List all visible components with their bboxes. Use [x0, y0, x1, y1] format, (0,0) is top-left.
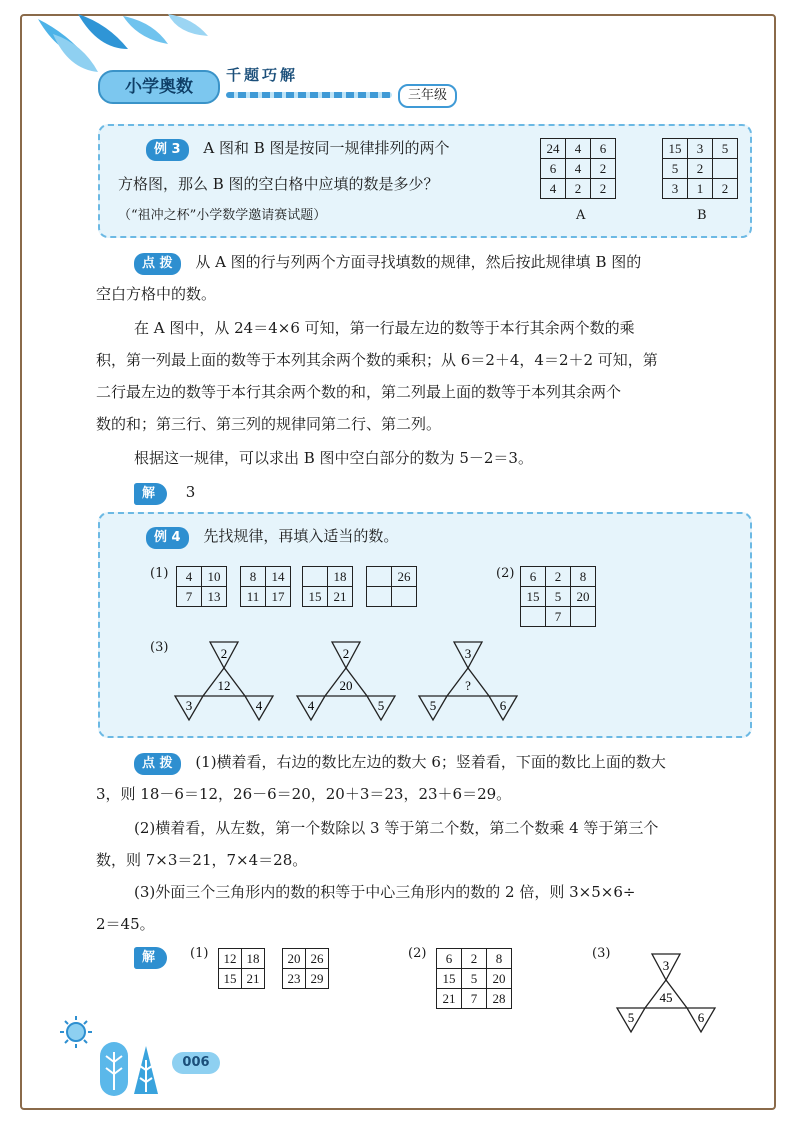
grid-cell: 4 [541, 179, 566, 199]
solve4-grid-2 [282, 948, 329, 989]
example-3-line2: 方格图，那么 B 图的空白格中应填的数是多少？ [118, 175, 439, 193]
series-title: 千题巧解 [226, 66, 299, 84]
grid-cell: 6 [541, 159, 566, 179]
grid-cell: 15 [303, 587, 328, 607]
grid-b-caption: B [697, 208, 707, 223]
ex4-grid-4 [366, 566, 417, 607]
triangle-figure [419, 642, 517, 720]
grid-cell: 2 [462, 949, 487, 969]
grid-cell [367, 587, 392, 607]
grid-cell: 4 [566, 159, 591, 179]
grid-cell [392, 587, 417, 607]
hint-3-tag: 点 拨 [134, 253, 181, 275]
solve4-part1-label: (1) [190, 946, 209, 961]
grid-cell: 2 [546, 567, 571, 587]
grid-cell: 7 [546, 607, 571, 627]
ex4-triangle-figures [170, 640, 530, 722]
hint-4-a2: 3，则 18－6＝12，26－6＝20，20＋3＝23，23＋6＝29。 [96, 785, 512, 803]
grid-cell: 8 [487, 949, 512, 969]
hint-4-c1: (3)外面三个三角形内的数的积等于中心三角形内的数的 2 倍，则 3×5×6÷ [134, 883, 636, 901]
grid-row [663, 159, 738, 179]
right-number: 6 [499, 698, 507, 713]
grid-a [540, 138, 616, 199]
example-3-source: （“祖冲之杯”小学数学邀请赛试题） [118, 208, 327, 223]
grade-label: 三年级 [398, 84, 457, 108]
left-number: 4 [307, 698, 315, 713]
triangle-figure [617, 954, 715, 1032]
hint-3-p2b: 积，第一列最上面的数等于本列其余两个数的乘积；从 6＝2＋4，4＝2＋2 可知，第 [96, 351, 658, 369]
hint-4-line1 [134, 752, 666, 775]
hint-3-p2d: 数的和；第三行、第三列的规律同第二行、第二列。 [96, 415, 442, 433]
solve-3 [134, 482, 195, 505]
grid-row [541, 159, 616, 179]
triangle-figure [175, 642, 273, 720]
grid-row [177, 587, 227, 607]
ex4-part3-label: (3) [150, 640, 169, 655]
grid-row [521, 607, 596, 627]
ex4-grid-1 [176, 566, 227, 607]
grid-cell: 17 [266, 587, 291, 607]
solve-4-tag-wrap [134, 946, 167, 969]
grid-row [283, 949, 329, 969]
hint-3-p2a: 在 A 图中，从 24＝4×6 可知，第一行最左边的数等于本行其余两个数的乘 [134, 319, 635, 337]
grid-cell [521, 607, 546, 627]
grid-cell [367, 567, 392, 587]
grid-row [521, 587, 596, 607]
grid-row [219, 969, 265, 989]
grid-cell: 1 [688, 179, 713, 199]
hint-3-p2c: 二行最左边的数等于本行其余两个数的和，第二列最上面的数等于本列其余两个 [96, 383, 622, 401]
grid-cell: 5 [546, 587, 571, 607]
left-number: 5 [627, 1010, 635, 1025]
grid-cell: 24 [541, 139, 566, 159]
header-rail [226, 92, 392, 98]
right-number: 6 [697, 1010, 705, 1025]
grid-row [437, 949, 512, 969]
hint-4-b2: 数，则 7×3＝21，7×4＝28。 [96, 851, 308, 869]
grid-row [437, 969, 512, 989]
ex4-part1-label: (1) [150, 566, 169, 581]
grid-cell: 5 [663, 159, 688, 179]
ex4-part2-label: (2) [496, 566, 515, 581]
hint-3-line1 [134, 252, 641, 275]
right-number: 4 [255, 698, 263, 713]
example-3-tag: 例 3 [146, 139, 189, 161]
leaves-decoration [28, 14, 218, 74]
grid-cell: 10 [202, 567, 227, 587]
grid-cell: 4 [566, 139, 591, 159]
grid-cell: 15 [437, 969, 462, 989]
top-number: 3 [464, 646, 472, 661]
grid-cell: 18 [328, 567, 353, 587]
grid-cell: 21 [437, 989, 462, 1009]
grid-cell: 2 [566, 179, 591, 199]
solve4-grid-1 [218, 948, 265, 989]
grid-cell: 12 [219, 949, 242, 969]
hint-4-tag: 点 拨 [134, 753, 181, 775]
grid-row [521, 567, 596, 587]
hint-4-b1: (2)横着看，从左数，第一个数除以 3 等于第二个数，第二个数乘 4 等于第三个 [134, 819, 659, 837]
grid-row [177, 567, 227, 587]
top-number: 2 [342, 646, 350, 661]
left-number: 3 [185, 698, 193, 713]
center-number: 20 [339, 678, 353, 693]
grid-cell: 3 [688, 139, 713, 159]
solve-4-tag: 解 [134, 947, 167, 969]
center-number: 45 [659, 990, 673, 1005]
grid-cell [303, 567, 328, 587]
sun-icon [58, 1014, 94, 1050]
grid-row [219, 949, 265, 969]
left-number: 5 [429, 698, 437, 713]
grid-cell: 8 [241, 567, 266, 587]
tree-icon [96, 1040, 166, 1100]
grid-cell: 29 [306, 969, 329, 989]
hint-4-c2: 2＝45。 [96, 915, 155, 933]
hint-3-p1a: 从 A 图的行与列两个方面寻找填数的规律，然后按此规律填 B 图的 [195, 253, 642, 271]
solve4-triangle-figure [612, 952, 722, 1034]
page-number: 006 [172, 1052, 220, 1074]
grid-cell: 11 [241, 587, 266, 607]
example-3-text1: A 图和 B 图是按同一规律排列的两个 [203, 139, 450, 157]
ex4-part2-grid [520, 566, 596, 627]
grid-row [541, 179, 616, 199]
grid-cell: 3 [663, 179, 688, 199]
grid-cell: 14 [266, 567, 291, 587]
center-number: ? [465, 678, 471, 693]
grid-row [367, 587, 417, 607]
hint-3-p3: 根据这一规律，可以求出 B 图中空白部分的数为 5－2＝3。 [134, 449, 533, 467]
solve4-part2-grid [436, 948, 512, 1009]
grid-row [541, 139, 616, 159]
grid-cell: 7 [177, 587, 202, 607]
grid-a-caption: A [576, 208, 586, 223]
grid-cell: 2 [591, 179, 616, 199]
grid-row [663, 139, 738, 159]
grid-cell [571, 607, 596, 627]
grid-cell: 4 [177, 567, 202, 587]
grid-row [437, 989, 512, 1009]
example-4-prompt: 先找规律，再填入适当的数。 [203, 527, 399, 545]
grid-cell: 7 [462, 989, 487, 1009]
grid-cell: 15 [521, 587, 546, 607]
grid-cell: 21 [242, 969, 265, 989]
grid-cell: 2 [688, 159, 713, 179]
grid-row [241, 587, 291, 607]
example-4-tag: 例 4 [146, 527, 189, 549]
grid-b [662, 138, 738, 199]
grid-row [283, 969, 329, 989]
grid-cell: 6 [591, 139, 616, 159]
grid-cell: 5 [462, 969, 487, 989]
grid-cell: 23 [283, 969, 306, 989]
grid-cell: 26 [306, 949, 329, 969]
grid-row [663, 179, 738, 199]
top-number: 2 [220, 646, 228, 661]
grid-cell: 6 [437, 949, 462, 969]
grid-cell: 5 [713, 139, 738, 159]
solve4-part3-label: (3) [592, 946, 611, 961]
grid-cell: 20 [571, 587, 596, 607]
solve4-part2-label: (2) [408, 946, 427, 961]
grid-row [303, 567, 353, 587]
grid-cell: 2 [713, 179, 738, 199]
hint-3-p1b: 空白方格中的数。 [96, 285, 217, 303]
grid-cell: 8 [571, 567, 596, 587]
grid-cell [713, 159, 738, 179]
grid-cell: 15 [219, 969, 242, 989]
solve-3-tag: 解 [134, 483, 167, 505]
triangle-figure [297, 642, 395, 720]
ex4-grid-3 [302, 566, 353, 607]
right-number: 5 [377, 698, 385, 713]
top-number: 3 [662, 958, 670, 973]
grid-cell: 18 [242, 949, 265, 969]
grid-cell: 20 [283, 949, 306, 969]
grid-cell: 26 [392, 567, 417, 587]
grid-cell: 2 [591, 159, 616, 179]
grid-cell: 15 [663, 139, 688, 159]
grid-row [367, 567, 417, 587]
book-brand: 小学奥数 [98, 70, 220, 104]
hint-4-a1: (1)横着看，右边的数比左边的数大 6；竖着看，下面的数比上面的数大 [195, 753, 666, 771]
center-number: 12 [217, 678, 231, 693]
grid-cell: 21 [328, 587, 353, 607]
grid-cell: 13 [202, 587, 227, 607]
grid-cell: 20 [487, 969, 512, 989]
grid-cell: 6 [521, 567, 546, 587]
example-3-line1 [146, 138, 450, 161]
grid-row [241, 567, 291, 587]
grid-row [303, 587, 353, 607]
ex4-grid-2 [240, 566, 291, 607]
solve-3-answer: 3 [185, 483, 196, 501]
example-4-line [146, 526, 398, 549]
grid-cell: 28 [487, 989, 512, 1009]
